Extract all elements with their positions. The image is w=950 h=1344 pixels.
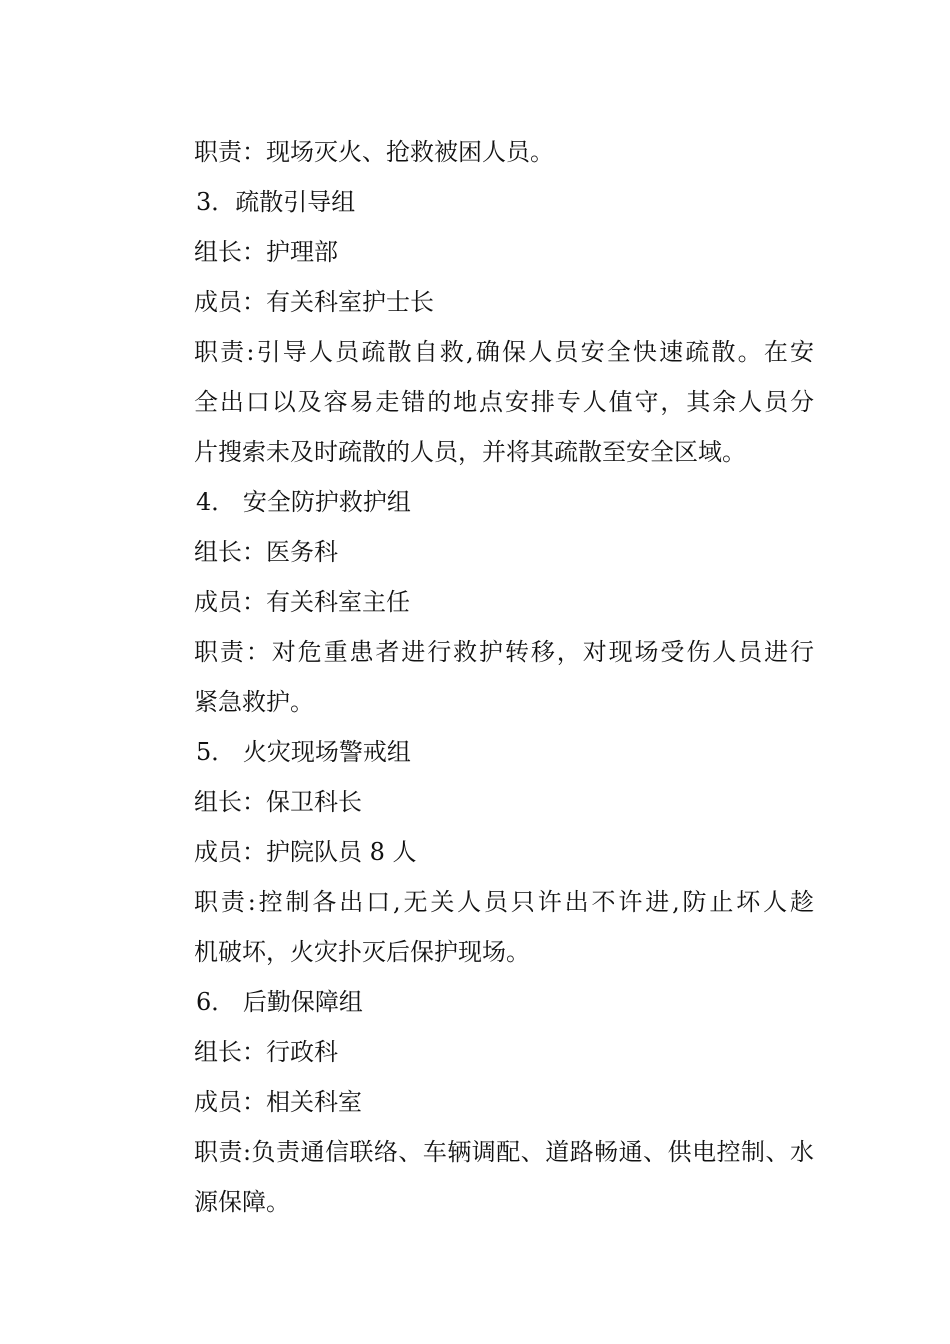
duty-line-evacuation-1: 职责:引导人员疏散自救,确保人员安全快速疏散。在安: [194, 338, 814, 366]
duty-line-protection-1: 职责：对危重患者进行救护转移，对现场受伤人员进行: [194, 638, 814, 666]
duty-line-logistics-2: 源保障。: [194, 1188, 290, 1216]
leader-line-protection: 组长：医务科: [194, 538, 338, 566]
duty-line-firefighting: 职责：现场灭火、抢救被困人员。: [194, 138, 554, 166]
duty-line-evacuation-3: 片搜索未及时疏散的人员，并将其疏散至安全区域。: [194, 438, 746, 466]
document-body: [194, 127, 814, 1227]
duty-line-evacuation-2: 全出口以及容易走错的地点安排专人值守，其余人员分: [194, 388, 814, 416]
members-line-protection: 成员：有关科室主任: [194, 588, 410, 616]
section-heading-protection: 4． 安全防护救护组: [196, 488, 411, 516]
members-line-evacuation: 成员：有关科室护士长: [194, 288, 434, 316]
leader-line-logistics: 组长：行政科: [194, 1038, 338, 1066]
section-heading-evacuation: 3．疏散引导组: [196, 188, 356, 216]
section-heading-logistics: 6． 后勤保障组: [196, 988, 363, 1016]
members-line-cordon: 成员：护院队员 8 人: [194, 838, 417, 866]
duty-line-logistics-1: 职责:负责通信联络、车辆调配、道路畅通、供电控制、水: [194, 1138, 814, 1166]
duty-line-cordon-1: 职责:控制各出口,无关人员只许出不许进,防止坏人趁: [194, 888, 814, 916]
leader-line-evacuation: 组长：护理部: [194, 238, 338, 266]
duty-line-cordon-2: 机破坏，火灾扑灭后保护现场。: [194, 938, 530, 966]
leader-line-cordon: 组长：保卫科长: [194, 788, 362, 816]
members-line-logistics: 成员：相关科室: [194, 1088, 362, 1116]
section-heading-cordon: 5． 火灾现场警戒组: [196, 738, 411, 766]
duty-line-protection-2: 紧急救护。: [194, 688, 314, 716]
